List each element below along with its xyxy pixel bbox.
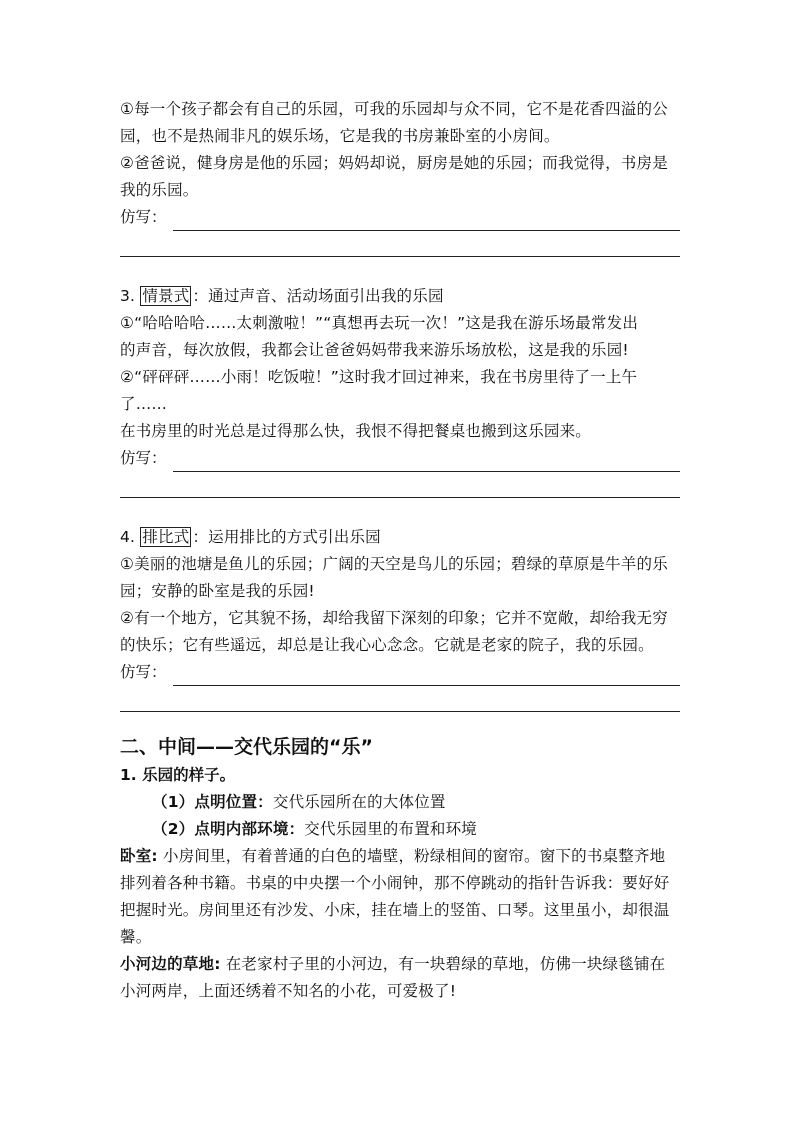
item-3-example-2-line-3: 在书房里的时光总是过得那么快，我恨不得把餐桌也搬到这乐园来。: [120, 422, 592, 440]
item-3-number: 3.: [120, 287, 141, 305]
example-1-line-2: 园，也不是热闹非凡的娱乐场，它是我的书房兼卧室的小房间。: [120, 127, 560, 145]
item-3-boxed-label: 情景式: [142, 287, 190, 305]
item-4-example-2-line-1: ②有一个地方，它其貌不扬，却给我留下深刻的印象；它并不宽敞，却给我无穷: [120, 609, 668, 627]
item-3-example-1-line-1: ①“哈哈哈哈……太刺激啦！”“真想再去玩一次！”这是我在游乐场最常发出: [120, 314, 639, 332]
example-1-line-1: ①每一个孩子都会有自己的乐园，可我的乐园却与众不同，它不是花香四溢的公: [120, 100, 668, 118]
subitem-1-label: （1）点明位置：: [152, 793, 273, 811]
item-3-heading: [120, 283, 680, 310]
section-2-title: 二、中间——交代乐园的“乐”: [120, 736, 373, 758]
fangxie-line[interactable]: [173, 212, 680, 231]
subitem-1-text: 交代乐园所在的大体位置: [272, 793, 446, 811]
bedroom-text: 小房间里，有着普通的白色的墙壁，粉绿相间的窗帘。窗下的书桌整齐地: [157, 847, 666, 865]
section-2-subheading-1: 1. 乐园的样子。: [120, 766, 236, 784]
fangxie-row-4[interactable]: [120, 659, 680, 686]
item-4-example-1-line-2: 园；安静的卧室是我的乐园!: [120, 582, 315, 600]
fangxie-line[interactable]: [173, 667, 680, 686]
fangxie-row-1[interactable]: [120, 204, 680, 231]
subitem-2: [120, 816, 680, 843]
fangxie-extra-line[interactable]: [120, 479, 680, 498]
bedroom-line-4: 馨。: [120, 928, 152, 946]
item-4-description: ：运用排比的方式引出乐园: [192, 528, 381, 546]
item-4-number: 4.: [120, 528, 141, 546]
example-2-line-1: ②爸爸说，健身房是他的乐园；妈妈却说，厨房是她的乐园；而我觉得，书房是: [120, 154, 668, 172]
grass-label: 小河边的草地:: [120, 955, 221, 973]
item-3-example-1-line-2: 的声音，每次放假，我都会让爸爸妈妈带我来游乐场放松，这是我的乐园!: [120, 341, 629, 359]
bedroom-label: 卧室:: [120, 847, 158, 865]
fangxie-row-3[interactable]: [120, 445, 680, 472]
bedroom-line-2: 排列着各种书籍。书桌的中央摆一个小闹钟，那不停跳动的指针告诉我：要好好: [120, 874, 670, 892]
subitem-2-text: 交代乐园里的布置和环境: [304, 820, 477, 838]
grass-line-2: 小河两岸，上面还绣着不知名的小花，可爱极了!: [120, 982, 457, 1000]
example-2-line-2: 我的乐园。: [120, 181, 199, 199]
item-3-description: ：通过声音、活动场面引出我的乐园: [192, 287, 444, 305]
item-4-example-1-line-1: ①美丽的池塘是鱼儿的乐园；广阔的天空是鸟儿的乐园；碧绿的草原是牛羊的乐: [120, 555, 668, 573]
fangxie-label: 仿写：: [120, 449, 167, 467]
fangxie-extra-line[interactable]: [120, 693, 680, 712]
fangxie-label: 仿写：: [120, 663, 167, 681]
subitem-2-label: （2）点明内部环境：: [152, 820, 305, 838]
grass-text: 在老家村子里的小河边，有一块碧绿的草地，仿佛一块绿毯铺在: [220, 955, 666, 973]
item-4-example-2-line-2: 的快乐；它有些遥远，却总是让我心心念念。它就是老家的院子，我的乐园。: [120, 636, 654, 654]
document-content: [120, 96, 680, 1005]
grass-line-1: [120, 951, 680, 978]
item-4-heading: [120, 524, 680, 551]
subitem-1: [120, 789, 680, 816]
item-4-boxed-label: 排比式: [142, 528, 190, 546]
fangxie-line[interactable]: [173, 453, 680, 472]
bedroom-line-1: [120, 843, 680, 870]
fangxie-extra-line[interactable]: [120, 238, 680, 257]
item-3-example-2-line-1: ②“砰砰砰……小雨！吃饭啦！”这时我才回过神来，我在书房里待了一上午: [120, 368, 638, 386]
bedroom-line-3: 把握时光。房间里还有沙发、小床，挂在墙上的竖笛、口琴。这里虽小，却很温: [120, 901, 670, 919]
fangxie-label: 仿写：: [120, 208, 167, 226]
item-3-example-2-line-2: 了……: [120, 395, 168, 413]
